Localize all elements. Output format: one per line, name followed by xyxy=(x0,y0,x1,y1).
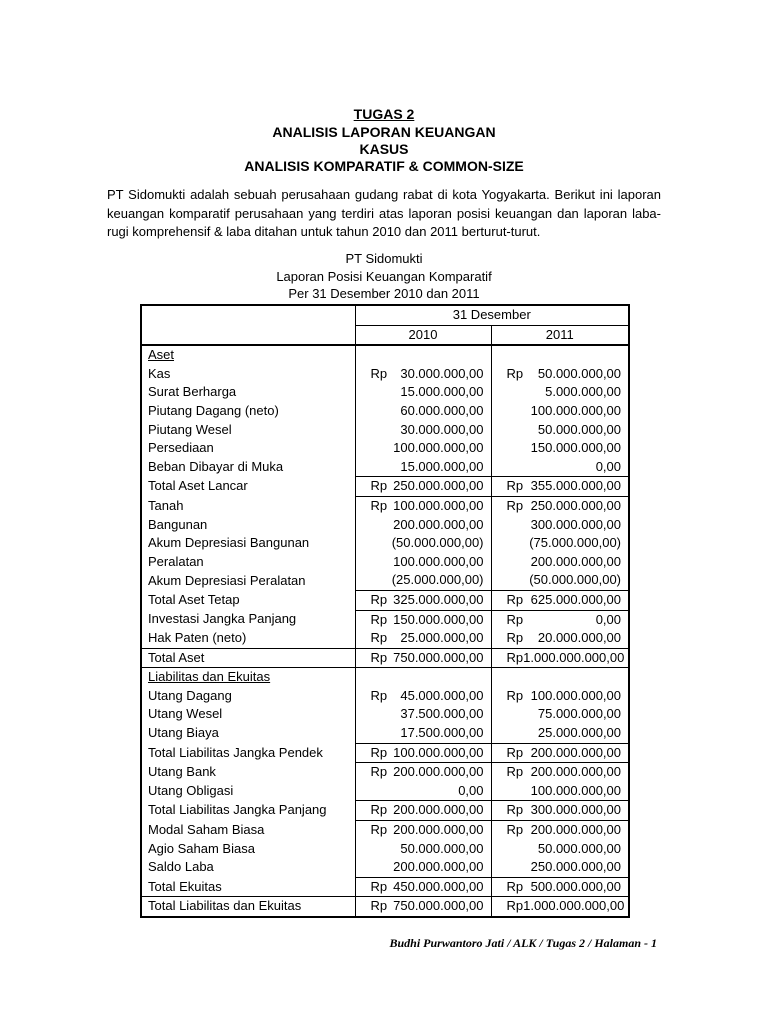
row-label: Utang Bank xyxy=(148,764,216,779)
table-row xyxy=(141,801,629,821)
balance-sheet-table xyxy=(140,304,630,918)
row-label-cell xyxy=(141,421,355,440)
row-label: Utang Obligasi xyxy=(148,783,234,799)
value-cell-2010 xyxy=(355,345,491,365)
currency-prefix: Rp xyxy=(506,497,524,513)
amount-value: 750.000.000,00 xyxy=(393,649,484,665)
table-row xyxy=(141,705,629,724)
value-cell-2011 xyxy=(491,496,629,515)
value-cell-2011 xyxy=(491,821,629,840)
currency-prefix: Rp xyxy=(506,764,524,780)
row-label: Investasi Jangka Panjang xyxy=(148,611,297,627)
amount-value: 0,00 xyxy=(595,611,622,627)
amount-value: 25.000.000,00 xyxy=(400,630,484,646)
row-label: Akum Depresiasi Peralatan xyxy=(148,572,306,588)
row-label-cell xyxy=(141,821,355,840)
row-label: Total Aset Lancar xyxy=(148,478,248,494)
value-cell-2011 xyxy=(491,629,629,648)
amount-value: 50.000.000,00 xyxy=(537,421,622,437)
value-cell-2011 xyxy=(491,705,629,724)
row-label-cell xyxy=(141,705,355,724)
amount-value: 250.000.000,00 xyxy=(530,859,622,875)
section-label: Aset xyxy=(148,347,175,363)
table-row xyxy=(141,724,629,743)
currency-prefix: Rp xyxy=(506,630,524,646)
amount-value: 200.000.000,00 xyxy=(530,744,622,760)
amount-value: 100.000.000,00 xyxy=(393,744,484,760)
value-cell-2010 xyxy=(355,743,491,763)
row-label: Utang Wesel xyxy=(148,706,223,722)
amount-value: 200.000.000,00 xyxy=(393,516,484,532)
value-cell-2010 xyxy=(355,821,491,840)
currency-prefix: Rp xyxy=(506,611,524,627)
value-cell-2011 xyxy=(491,897,629,917)
row-label: Bangunan xyxy=(148,516,208,532)
row-label-cell xyxy=(141,383,355,402)
value-cell-2011 xyxy=(491,763,629,782)
table-row xyxy=(141,763,629,782)
amount-value: 150.000.000,00 xyxy=(530,440,622,456)
amount-value: 750.000.000,00 xyxy=(393,898,484,914)
currency-prefix: Rp xyxy=(370,898,388,914)
currency-prefix: Rp xyxy=(370,802,388,818)
value-cell-2011 xyxy=(491,365,629,384)
row-label: Hak Paten (neto) xyxy=(148,630,247,646)
currency-prefix: Rp xyxy=(370,478,388,494)
value-cell-2010 xyxy=(355,590,491,610)
row-label: Tanah xyxy=(148,497,184,513)
row-label: Saldo Laba xyxy=(148,859,214,875)
table-row xyxy=(141,383,629,402)
currency-prefix: Rp xyxy=(370,822,388,838)
table-row xyxy=(141,439,629,458)
currency-prefix: Rp xyxy=(506,822,524,838)
row-label: Kas xyxy=(148,365,171,381)
amount-value: 150.000.000,00 xyxy=(393,611,484,627)
table-row xyxy=(141,877,629,897)
section-row xyxy=(141,345,629,365)
value-cell-2011 xyxy=(491,534,629,553)
table-row xyxy=(141,516,629,535)
amount-value: 50.000.000,00 xyxy=(537,365,622,381)
value-cell-2010 xyxy=(355,534,491,553)
amount-value: 300.000.000,00 xyxy=(530,516,622,532)
amount-value: 200.000.000,00 xyxy=(393,764,484,780)
row-label: Akum Depresiasi Bangunan xyxy=(148,535,310,551)
amount-value: 250.000.000,00 xyxy=(530,497,622,513)
amount-value: 200.000.000,00 xyxy=(393,802,484,818)
column-group-header: 31 Desember xyxy=(355,305,629,325)
value-cell-2011 xyxy=(491,571,629,590)
amount-value: 200.000.000,00 xyxy=(530,822,622,838)
currency-prefix: Rp xyxy=(370,878,388,894)
row-label-cell xyxy=(141,477,355,497)
table-row xyxy=(141,782,629,801)
amount-value: 100.000.000,00 xyxy=(530,402,622,418)
amount-value: 200.000.000,00 xyxy=(530,553,622,569)
row-label: Total Liabilitas Jangka Panjang xyxy=(148,802,327,818)
row-label: Total Liabilitas Jangka Pendek xyxy=(148,744,323,760)
table-row xyxy=(141,534,629,553)
currency-prefix: Rp xyxy=(506,591,524,607)
amount-value: 250.000.000,00 xyxy=(393,478,484,494)
table-row xyxy=(141,858,629,877)
value-cell-2011 xyxy=(491,402,629,421)
report-period: Per 31 Desember 2010 dan 2011 xyxy=(288,286,480,301)
currency-prefix: Rp xyxy=(506,878,524,894)
currency-prefix: Rp xyxy=(370,764,388,780)
currency-prefix: Rp xyxy=(370,611,388,627)
row-label: Total Ekuitas xyxy=(148,878,222,894)
course-title: ANALISIS LAPORAN KEUANGAN xyxy=(272,124,496,140)
analysis-title: ANALISIS KOMPARATIF & COMMON-SIZE xyxy=(244,158,524,174)
table-row xyxy=(141,687,629,706)
row-label-cell xyxy=(141,724,355,743)
value-cell-2011 xyxy=(491,421,629,440)
amount-value: (50.000.000,00) xyxy=(391,535,484,551)
value-cell-2011 xyxy=(491,801,629,821)
value-cell-2011 xyxy=(491,439,629,458)
amount-value: 450.000.000,00 xyxy=(393,878,484,894)
currency-prefix: Rp xyxy=(370,649,388,665)
value-cell-2010 xyxy=(355,365,491,384)
amount-value: 0,00 xyxy=(595,458,622,474)
table-row xyxy=(141,821,629,840)
row-label-cell xyxy=(141,668,355,687)
amount-value: 0,00 xyxy=(458,782,484,798)
row-label: Beban Dibayar di Muka xyxy=(148,459,284,474)
amount-value: 45.000.000,00 xyxy=(400,687,484,703)
value-cell-2010 xyxy=(355,687,491,706)
value-cell-2011 xyxy=(491,458,629,477)
table-row xyxy=(141,365,629,384)
value-cell-2010 xyxy=(355,553,491,572)
amount-value: 75.000.000,00 xyxy=(537,706,622,722)
row-label-cell xyxy=(141,610,355,629)
amount-value: 25.000.000,00 xyxy=(537,725,622,741)
row-label: Surat Berharga xyxy=(148,384,237,400)
amount-value: 15.000.000,00 xyxy=(400,384,484,400)
row-label-cell xyxy=(141,516,355,535)
row-label-cell xyxy=(141,345,355,365)
value-cell-2010 xyxy=(355,458,491,477)
amount-value: 100.000.000,00 xyxy=(393,553,484,569)
table-row xyxy=(141,571,629,590)
amount-value: 50.000.000,00 xyxy=(400,840,484,856)
row-label: Total Aset xyxy=(148,649,205,665)
value-cell-2010 xyxy=(355,421,491,440)
amount-value: 200.000.000,00 xyxy=(393,859,484,875)
amount-value: 5.000.000,00 xyxy=(545,384,622,400)
table-row xyxy=(141,402,629,421)
amount-value: 100.000.000,00 xyxy=(393,497,484,513)
value-cell-2011 xyxy=(491,553,629,572)
value-cell-2010 xyxy=(355,629,491,648)
section-row xyxy=(141,668,629,687)
value-cell-2011 xyxy=(491,687,629,706)
row-label-cell xyxy=(141,897,355,917)
row-label-cell xyxy=(141,439,355,458)
value-cell-2010 xyxy=(355,801,491,821)
currency-prefix: Rp xyxy=(370,687,388,703)
value-cell-2010 xyxy=(355,877,491,897)
amount-value: 355.000.000,00 xyxy=(530,478,622,494)
row-label-cell xyxy=(141,365,355,384)
row-label-cell xyxy=(141,840,355,859)
table-row xyxy=(141,553,629,572)
row-label: Utang Biaya xyxy=(148,725,219,741)
value-cell-2011 xyxy=(491,648,629,668)
currency-prefix: Rp xyxy=(506,744,524,760)
table-row xyxy=(141,477,629,497)
row-label-cell xyxy=(141,534,355,553)
page-footer: Budhi Purwantoro Jati / ALK / Tugas 2 / Halaman - 1 xyxy=(389,936,657,950)
report-name: Laporan Posisi Keuangan Komparatif xyxy=(276,269,492,284)
year-header-2011: 2011 xyxy=(491,325,629,345)
currency-prefix: Rp xyxy=(506,649,524,665)
amount-value: 1.000.000.000,00 xyxy=(523,649,625,665)
amount-value: 1.000.000.000,00 xyxy=(523,898,625,914)
row-label: Total Liabilitas dan Ekuitas xyxy=(148,898,302,914)
row-label-cell xyxy=(141,763,355,782)
row-label-cell xyxy=(141,402,355,421)
header-blank-cell xyxy=(141,305,355,345)
value-cell-2011 xyxy=(491,724,629,743)
amount-value: 30.000.000,00 xyxy=(400,421,484,437)
amount-value: 200.000.000,00 xyxy=(530,764,622,780)
currency-prefix: Rp xyxy=(506,478,524,494)
row-label: Agio Saham Biasa xyxy=(148,840,255,856)
table-row xyxy=(141,421,629,440)
case-label: KASUS xyxy=(359,141,409,157)
value-cell-2011 xyxy=(491,345,629,365)
amount-value: 325.000.000,00 xyxy=(393,591,484,607)
row-label-cell xyxy=(141,858,355,877)
table-row xyxy=(141,743,629,763)
row-label-cell xyxy=(141,553,355,572)
table-row xyxy=(141,458,629,477)
value-cell-2010 xyxy=(355,763,491,782)
amount-value: 100.000.000,00 xyxy=(530,687,622,703)
row-label-cell xyxy=(141,458,355,477)
value-cell-2010 xyxy=(355,782,491,801)
row-label-cell xyxy=(141,801,355,821)
section-label: Liabilitas dan Ekuitas xyxy=(148,669,271,685)
currency-prefix: Rp xyxy=(370,630,388,646)
value-cell-2010 xyxy=(355,477,491,497)
currency-prefix: Rp xyxy=(370,591,388,607)
value-cell-2010 xyxy=(355,402,491,421)
value-cell-2011 xyxy=(491,610,629,629)
value-cell-2011 xyxy=(491,516,629,535)
row-label: Peralatan xyxy=(148,553,204,569)
row-label-cell xyxy=(141,629,355,648)
value-cell-2010 xyxy=(355,571,491,590)
amount-value: 30.000.000,00 xyxy=(400,365,484,381)
value-cell-2010 xyxy=(355,610,491,629)
value-cell-2010 xyxy=(355,516,491,535)
row-label: Total Aset Tetap xyxy=(148,591,240,607)
currency-prefix: Rp xyxy=(506,687,524,703)
amount-value: 50.000.000,00 xyxy=(537,840,622,856)
value-cell-2011 xyxy=(491,477,629,497)
value-cell-2010 xyxy=(355,439,491,458)
value-cell-2010 xyxy=(355,840,491,859)
value-cell-2010 xyxy=(355,668,491,687)
amount-value: 60.000.000,00 xyxy=(400,402,484,418)
amount-value: 37.500.000,00 xyxy=(400,706,484,722)
value-cell-2011 xyxy=(491,590,629,610)
year-header-2010: 2010 xyxy=(355,325,491,345)
value-cell-2010 xyxy=(355,858,491,877)
row-label-cell xyxy=(141,590,355,610)
row-label-cell xyxy=(141,571,355,590)
row-label: Piutang Wesel xyxy=(148,421,232,437)
row-label-cell xyxy=(141,687,355,706)
currency-prefix: Rp xyxy=(370,365,388,381)
amount-value: 17.500.000,00 xyxy=(400,725,484,741)
value-cell-2011 xyxy=(491,668,629,687)
row-label-cell xyxy=(141,496,355,515)
value-cell-2010 xyxy=(355,897,491,917)
table-row xyxy=(141,610,629,629)
amount-value: 625.000.000,00 xyxy=(530,591,622,607)
company-name: PT Sidomukti xyxy=(345,251,423,266)
value-cell-2010 xyxy=(355,383,491,402)
row-label-cell xyxy=(141,648,355,668)
amount-value: 100.000.000,00 xyxy=(393,440,484,456)
currency-prefix: Rp xyxy=(370,497,388,513)
table-row xyxy=(141,590,629,610)
currency-prefix: Rp xyxy=(506,802,524,818)
table-row xyxy=(141,840,629,859)
amount-value: 20.000.000,00 xyxy=(537,630,622,646)
value-cell-2010 xyxy=(355,724,491,743)
assignment-title: TUGAS 2 xyxy=(353,106,415,122)
row-label: Piutang Dagang (neto) xyxy=(148,402,279,418)
row-label: Utang Dagang xyxy=(148,687,232,703)
amount-value: 500.000.000,00 xyxy=(530,878,622,894)
amount-value: 15.000.000,00 xyxy=(400,458,484,474)
amount-value: 100.000.000,00 xyxy=(530,782,622,798)
value-cell-2011 xyxy=(491,782,629,801)
value-cell-2010 xyxy=(355,705,491,724)
amount-value: (75.000.000,00) xyxy=(529,535,622,551)
row-label-cell xyxy=(141,743,355,763)
value-cell-2010 xyxy=(355,496,491,515)
value-cell-2011 xyxy=(491,383,629,402)
currency-prefix: Rp xyxy=(506,898,524,914)
value-cell-2011 xyxy=(491,877,629,897)
row-label-cell xyxy=(141,877,355,897)
table-row xyxy=(141,496,629,515)
table-row xyxy=(141,897,629,917)
value-cell-2011 xyxy=(491,858,629,877)
value-cell-2011 xyxy=(491,743,629,763)
table-row xyxy=(141,629,629,648)
row-label: Persediaan xyxy=(148,440,214,456)
amount-value: (50.000.000,00) xyxy=(529,572,622,588)
amount-value: (25.000.000,00) xyxy=(391,572,484,588)
value-cell-2010 xyxy=(355,648,491,668)
row-label-cell xyxy=(141,782,355,801)
table-row xyxy=(141,648,629,668)
amount-value: 300.000.000,00 xyxy=(530,802,622,818)
intro-paragraph: PT Sidomukti adalah sebuah perusahaan gudang rabat di kota Yogyakarta. Berikut ini laporan keuangan komparatif perusahaan yang terdiri atas laporan posisi keuangan dan laporan laba-rugi komprehensif & laba ditahan untuk tahun 2010 dan 2011 berturut-turut. xyxy=(107,187,661,239)
currency-prefix: Rp xyxy=(506,365,524,381)
value-cell-2011 xyxy=(491,840,629,859)
amount-value: 200.000.000,00 xyxy=(393,822,484,838)
currency-prefix: Rp xyxy=(370,744,388,760)
row-label: Modal Saham Biasa xyxy=(148,821,265,837)
